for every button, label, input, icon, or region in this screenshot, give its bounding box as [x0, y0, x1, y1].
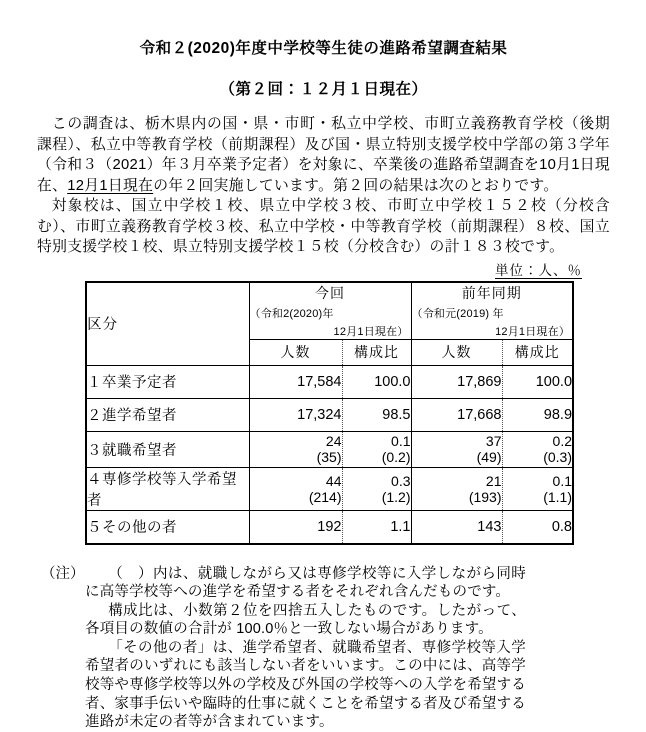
group-current-title: 今回: [315, 284, 345, 301]
cell-previous-count: [411, 431, 502, 467]
cell-previous-count: 17,869: [411, 365, 502, 398]
notes-label: （注）: [41, 565, 85, 582]
cell-current-ratio: 98.5: [342, 398, 411, 431]
notes-section: [41, 565, 610, 732]
unit-label-row: [85, 259, 582, 279]
cell-main-value: 21: [485, 472, 502, 489]
table-header-row-groups: [86, 282, 573, 340]
cell-previous-count: 17,668: [411, 398, 502, 431]
cell-main-value: 44: [325, 472, 342, 489]
cell-previous-count: 143: [411, 510, 502, 544]
table-row-vocational-school: [86, 467, 573, 510]
note-paragraph-2: 構成比は、小数第２位を四捨五入したものです。したがって、各項目の数値の合計が 100.0％と一致しない場合があります。: [85, 602, 526, 638]
group-header-current: [249, 282, 411, 340]
cell-current-count: 192: [249, 510, 342, 544]
cell-previous-ratio: 100.0: [502, 365, 573, 398]
cell-current-ratio: [342, 467, 411, 510]
cell-sub-value: (0.3): [543, 449, 573, 465]
cell-current-count: 17,584: [249, 365, 342, 398]
cell-sub-value: (193): [468, 488, 502, 505]
subheader-current-count: 人数: [249, 339, 342, 365]
cell-sub-value: (1.1): [543, 488, 573, 505]
notes-text: [85, 565, 526, 732]
page-subtitle: （第２回：１２月１日現在）: [219, 81, 428, 98]
cell-previous-ratio: [502, 431, 573, 467]
cell-sub-value: (0.2): [381, 449, 411, 465]
intro-p1-before: この調査は、栃木県内の国・県・市町・私立中学校、市町立義務教育学校（後期課程）、私立中等教育学校（前期課程）及び国・県立特別支援学校中学部の第３学年（令和３（2021）年３月卒業予定者）を対象に、卒業後の進路希望調査を10月1日現在、: [37, 116, 611, 194]
group-previous-title: 前年同期: [461, 284, 522, 301]
table-row-graduates: [86, 365, 573, 398]
page-title: 令和２(2020)年度中学校等生徒の進路希望調査結果: [139, 40, 508, 57]
group-previous-sub2: 12月1日現在）: [495, 325, 571, 338]
row-label: ３就職希望者: [86, 431, 249, 467]
note-paragraph-3: 「その他の者」は、進学希望者、就職希望者、専修学校等入学希望者のいずれにも該当しない者をいいます。この中には、高等学校等や専修学校等以外の学校及び外国の学校等への入学を希望する者、家事手伝いや臨時的仕事に就くことを希望する者及び希望する進路が未定の者等が含まれています。: [85, 639, 526, 731]
cell-current-count: 17,324: [249, 398, 342, 431]
cell-main-value: 0.2: [552, 433, 573, 449]
subheader-previous-count: 人数: [411, 339, 502, 365]
cell-sub-value: (49): [476, 449, 502, 465]
intro-p1-after: の年２回実施しています。第２回の結果は次のとおりです。: [153, 177, 559, 194]
cell-current-count: [249, 467, 342, 510]
cell-sub-value: (1.2): [381, 488, 411, 505]
cell-current-ratio: [342, 431, 411, 467]
row-label: ２進学希望者: [86, 398, 249, 431]
note-paragraph-1: （ ）内は、就職しながら又は専修学校等に入学しながら同時に高等学校等への進学を希望する者をそれぞれ含んだものです。: [85, 565, 526, 601]
cell-previous-ratio: [502, 467, 573, 510]
row-label: １卒業予定者: [86, 365, 249, 398]
cell-previous-count: [411, 467, 502, 510]
cell-main-value: 37: [485, 433, 502, 449]
survey-table: [85, 281, 574, 545]
group-current-sub2: 12月1日現在）: [333, 325, 409, 338]
cell-current-ratio: 100.0: [342, 365, 411, 398]
intro-paragraph-1: [37, 114, 610, 196]
cell-previous-ratio: 0.8: [502, 510, 573, 544]
intro-section: [37, 114, 610, 258]
cell-sub-value: (35): [316, 449, 342, 465]
cell-main-value: 24: [325, 433, 342, 449]
unit-label: 単位：人、％: [495, 262, 582, 278]
table-row-others: [86, 510, 573, 544]
group-previous-sub1: （令和元(2019) 年: [411, 307, 504, 320]
cell-main-value: 0.1: [391, 433, 411, 449]
cell-current-count: [249, 431, 342, 467]
intro-paragraph-2: 対象校は、国立中学校１校、県立中学校３校、市町立中学校１５２校（分校含む）、市町立義務教育学校３校、私立中学校・中等教育学校（前期課程）８校、国立特別支援学校１校、県立特別支援学校１５校（分校含む）の計１８３校です。: [37, 198, 610, 255]
cell-current-ratio: 1.1: [342, 510, 411, 544]
subheader-current-ratio: 構成比: [342, 339, 411, 365]
table-row-employment: [86, 431, 573, 467]
cell-main-value: 0.3: [391, 472, 411, 489]
intro-p1-underlined-date: 12月1日現在: [67, 177, 154, 194]
row-label: ５その他の者: [86, 510, 249, 544]
group-current-sub1: （令和2(2020)年: [249, 307, 334, 320]
row-label: ４専修学校等入学希望者: [86, 467, 249, 510]
cell-sub-value: (214): [308, 488, 342, 505]
cell-previous-ratio: 98.9: [502, 398, 573, 431]
table-corner-header: 区分: [86, 282, 249, 366]
table-row-further-education: [86, 398, 573, 431]
cell-main-value: 0.1: [552, 472, 573, 489]
group-header-previous: [411, 282, 573, 340]
subheader-previous-ratio: 構成比: [502, 339, 573, 365]
